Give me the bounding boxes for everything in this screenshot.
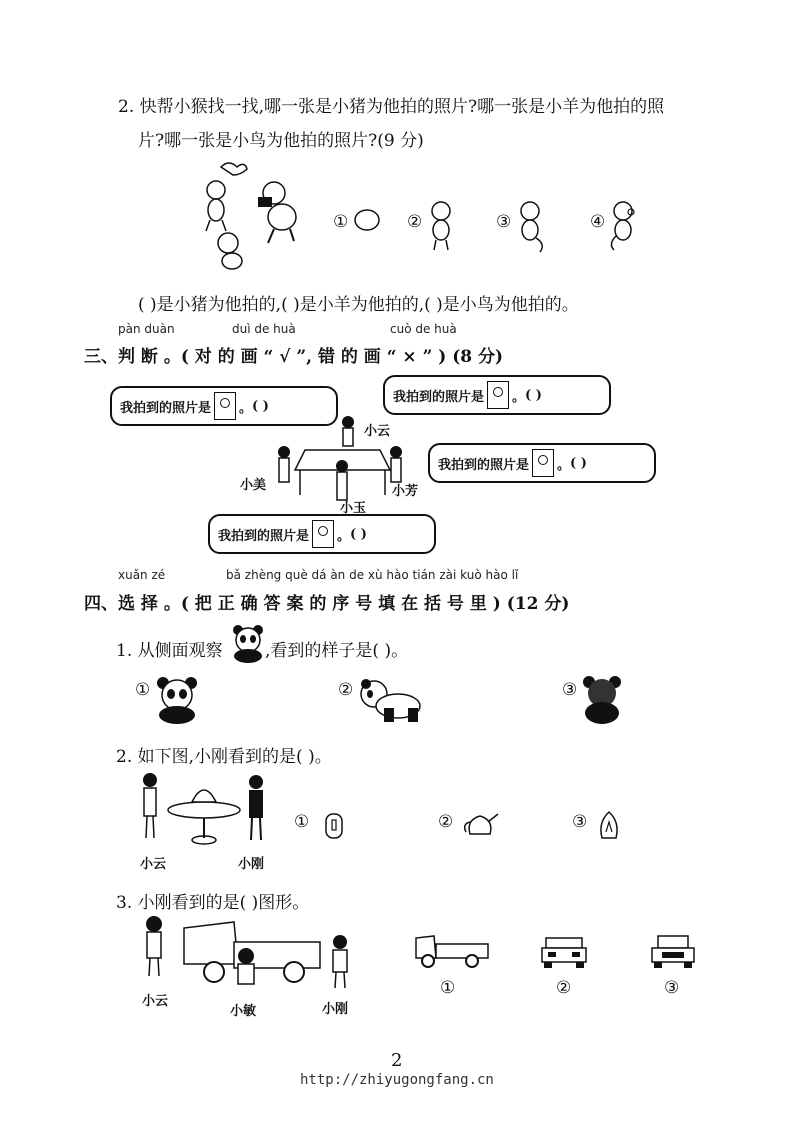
s3-pinyin-3: cuò de huà bbox=[390, 322, 457, 336]
bubble-xiaofang: 我拍到的照片是 。 ( ) bbox=[428, 443, 656, 483]
answer-paren: ( ) bbox=[525, 387, 542, 403]
s4-q3-name-xiaomin: 小敏 bbox=[230, 1004, 257, 1019]
photo-icon bbox=[214, 392, 236, 420]
s4-pinyin-2: bǎ zhèng què dá àn de xù hào tián zài kuò hào lǐ bbox=[226, 568, 519, 582]
bubble-text: 我拍到的照片是 bbox=[438, 457, 530, 473]
answer-paren: ( ) bbox=[570, 455, 587, 471]
s4-q3-option-2: ② bbox=[556, 978, 572, 998]
q2-option-3-label: ③ bbox=[496, 212, 512, 232]
section3-title: 三、判 断 。( 对 的 画 “ √ ”, 错 的 画 “ × ” ) (8 分) bbox=[84, 347, 504, 367]
monkey-front-view-icon bbox=[426, 200, 456, 255]
monkey-top-view-icon bbox=[352, 205, 382, 235]
q2-line2: 片?哪一张是小鸟为他拍的照片?(9 分) bbox=[138, 131, 424, 151]
panda-back-icon bbox=[582, 675, 622, 725]
q2-answer-line: ( )是小猪为他拍的,( )是小羊为他拍的,( )是小鸟为他拍的。 bbox=[138, 295, 579, 315]
s4-q1-text-b: ,看到的样子是( )。 bbox=[265, 641, 409, 661]
q2-option-2-label: ② bbox=[407, 212, 423, 232]
truck-back-icon bbox=[540, 934, 588, 972]
teapot-side-icon bbox=[460, 806, 500, 840]
bubble-xiaomei: 我拍到的照片是 。 ( ) bbox=[110, 386, 338, 426]
s4-pinyin-1: xuǎn zé bbox=[118, 568, 166, 582]
name-xiaoyun: 小云 bbox=[364, 424, 391, 439]
name-xiaoyu: 小玉 bbox=[340, 501, 367, 516]
teapot-back-icon bbox=[596, 806, 622, 842]
q2-option-1-label: ① bbox=[333, 212, 349, 232]
teapot-table-scene-illustration bbox=[136, 772, 276, 852]
name-xiaomei: 小美 bbox=[240, 478, 267, 493]
s3-pinyin-1: pàn duàn bbox=[118, 322, 175, 336]
panda-side-icon bbox=[358, 678, 424, 724]
s4-q1-option-2: ② bbox=[338, 680, 354, 700]
photo-icon bbox=[312, 520, 334, 548]
bubble-text: 我拍到的照片是 bbox=[120, 400, 212, 416]
s4-q1-option-1: ① bbox=[135, 680, 151, 700]
s4-q3-text: 3. 小刚看到的是( )图形。 bbox=[116, 893, 310, 913]
panda-front-icon bbox=[155, 675, 199, 725]
s4-q2-name-xiaogang: 小刚 bbox=[238, 857, 265, 872]
bubble-xiaoyu: 我拍到的照片是 。 ( ) bbox=[208, 514, 436, 554]
s4-q2-option-3: ③ bbox=[572, 812, 588, 832]
s3-pinyin-2: duì de huà bbox=[232, 322, 296, 336]
truck-scene-illustration bbox=[134, 914, 364, 1002]
truck-front-icon bbox=[650, 934, 696, 972]
bubble-text: 我拍到的照片是 bbox=[218, 528, 310, 544]
s4-q3-name-xiaogang: 小刚 bbox=[322, 1002, 349, 1017]
footer-url[interactable]: http://zhiyugongfang.cn bbox=[300, 1072, 494, 1088]
bubble-xiaoyun: 我拍到的照片是 。 ( ) bbox=[383, 375, 611, 415]
answer-paren: ( ) bbox=[252, 398, 269, 414]
q2-line1: 2. 快帮小猴找一找,哪一张是小猪为他拍的照片?哪一张是小羊为他拍的照 bbox=[118, 97, 665, 117]
s4-q1-option-3: ③ bbox=[562, 680, 578, 700]
s4-q1-text-a: 1. 从侧面观察 bbox=[116, 641, 223, 661]
page-number: 2 bbox=[391, 1050, 403, 1071]
s4-q3-name-xiaoyun: 小云 bbox=[142, 994, 169, 1009]
panda-icon bbox=[231, 624, 265, 664]
bubble-text: 我拍到的照片是 bbox=[393, 389, 485, 405]
s4-q3-option-1: ① bbox=[440, 978, 456, 998]
monkey-side-view-icon bbox=[608, 200, 640, 255]
s4-q2-text: 2. 如下图,小刚看到的是( )。 bbox=[116, 747, 332, 767]
section4-title: 四、选 择 。( 把 正 确 答 案 的 序 号 填 在 括 号 里 ) (12 分) bbox=[84, 594, 570, 614]
s4-q2-option-1: ① bbox=[294, 812, 310, 832]
q2-option-4-label: ④ bbox=[590, 212, 606, 232]
monkey-scene-illustration bbox=[196, 155, 326, 275]
answer-paren: ( ) bbox=[350, 526, 367, 542]
name-xiaofang: 小芳 bbox=[392, 484, 419, 499]
truck-side-icon bbox=[412, 928, 492, 970]
teapot-front-icon bbox=[322, 808, 348, 842]
monkey-back-view-icon bbox=[514, 200, 546, 255]
s4-q2-name-xiaoyun: 小云 bbox=[140, 857, 167, 872]
photo-icon bbox=[532, 449, 554, 477]
s4-q2-option-2: ② bbox=[438, 812, 454, 832]
s4-q3-option-3: ③ bbox=[664, 978, 680, 998]
photo-icon bbox=[487, 381, 509, 409]
